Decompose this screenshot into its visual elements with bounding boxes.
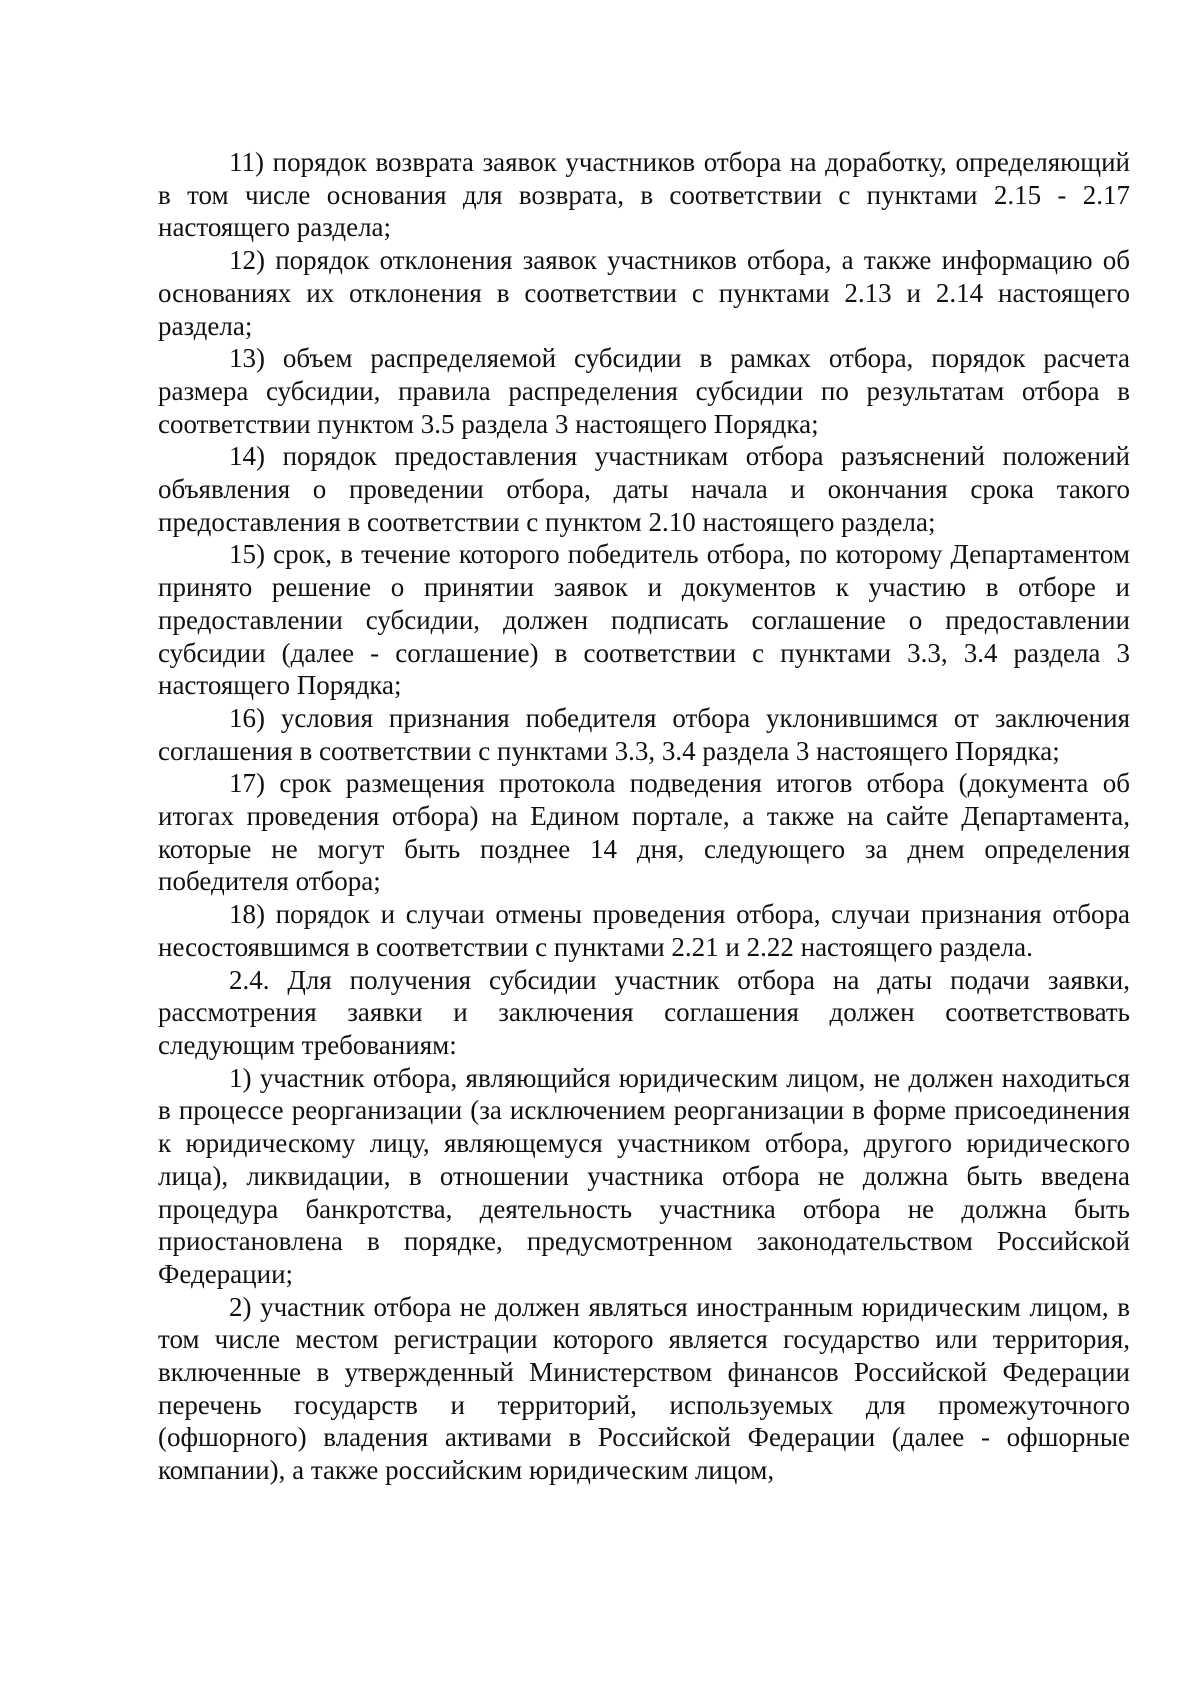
paragraph-section-2-4: 2.4. Для получения субсидии участник отбора на даты подачи заявки, рассмотрения заявки и заключения соглашения должен соответствовать следующим требованиям: — [158, 964, 1130, 1060]
paragraph-item-16: 16) условия признания победителя отбора уклонившимся от заключения соглашения в соответствии с пунктами 3.3, 3.4 раздела 3 настоящего Порядка; — [158, 702, 1130, 766]
document-body — [158, 146, 1130, 1487]
paragraph-item-13: 13) объем распределяемой субсидии в рамках отбора, порядок расчета размера субсидии, правила распределения субсидии по результатам отбора в соответствии пунктом 3.5 раздела 3 настоящего Порядка; — [158, 343, 1130, 439]
paragraph-item-14: 14) порядок предоставления участникам отбора разъяснений положений объявления о проведении отбора, даты начала и окончания срока такого предоставления в соответствии с пунктом 2.10 настоящего раздела; — [158, 441, 1130, 537]
paragraph-item-18: 18) порядок и случаи отмены проведения отбора, случаи признания отбора несостоявшимся в соответствии с пунктами 2.21 и 2.22 настоящего раздела. — [158, 899, 1130, 962]
paragraph-item-17: 17) срок размещения протокола подведения итогов отбора (документа об итогах проведения отбора) на Едином портале, а также на сайте Департамента, которые не могут быть позднее 14 дня, следующего за днем определения победителя отбора; — [158, 768, 1130, 897]
paragraph-item-15: 15) срок, в течение которого победитель отбора, по которому Департаментом принято решение о принятии заявок и документов к участию в отборе и предоставлении субсидии, должен подписать соглашение о предоставлении субсидии (далее - соглашение) в соответствии с пунктами 3.3, 3.4 раздела 3 настоящего Порядка; — [158, 539, 1130, 701]
paragraph-requirement-2: 2) участник отбора не должен являться иностранным юридическим лицом, в том числе местом регистрации которого является государство или территория, включенные в утвержденный Министерством финансов Российской Федерации перечень государств и территорий, используемых для промежуточного (офшорного) владения активами в Российской Федерации (далее - офшорные компании), а также российским юридическим лицом, — [158, 1291, 1130, 1486]
paragraph-item-11: 11) порядок возврата заявок участников отбора на доработку, определяющий в том числе основания для возврата, в соответствии с пунктами 2.15 - 2.17 настоящего раздела; — [158, 147, 1130, 243]
paragraph-item-12: 12) порядок отклонения заявок участников отбора, а также информацию об основаниях их отклонения в соответствии с пунктами 2.13 и 2.14 настоящего раздела; — [158, 245, 1130, 341]
paragraph-requirement-1: 1) участник отбора, являющийся юридическим лицом, не должен находиться в процессе реорганизации (за исключением реорганизации в форме присоединения к юридическому лицу, являющемуся участником отбора, другого юридического лица), ликвидации, в отношении участника отбора не должна быть введена процедура банкротства, деятельность участника отбора не должна быть приостановлена в порядке, предусмотренном законодательством Российской Федерации; — [158, 1062, 1130, 1289]
